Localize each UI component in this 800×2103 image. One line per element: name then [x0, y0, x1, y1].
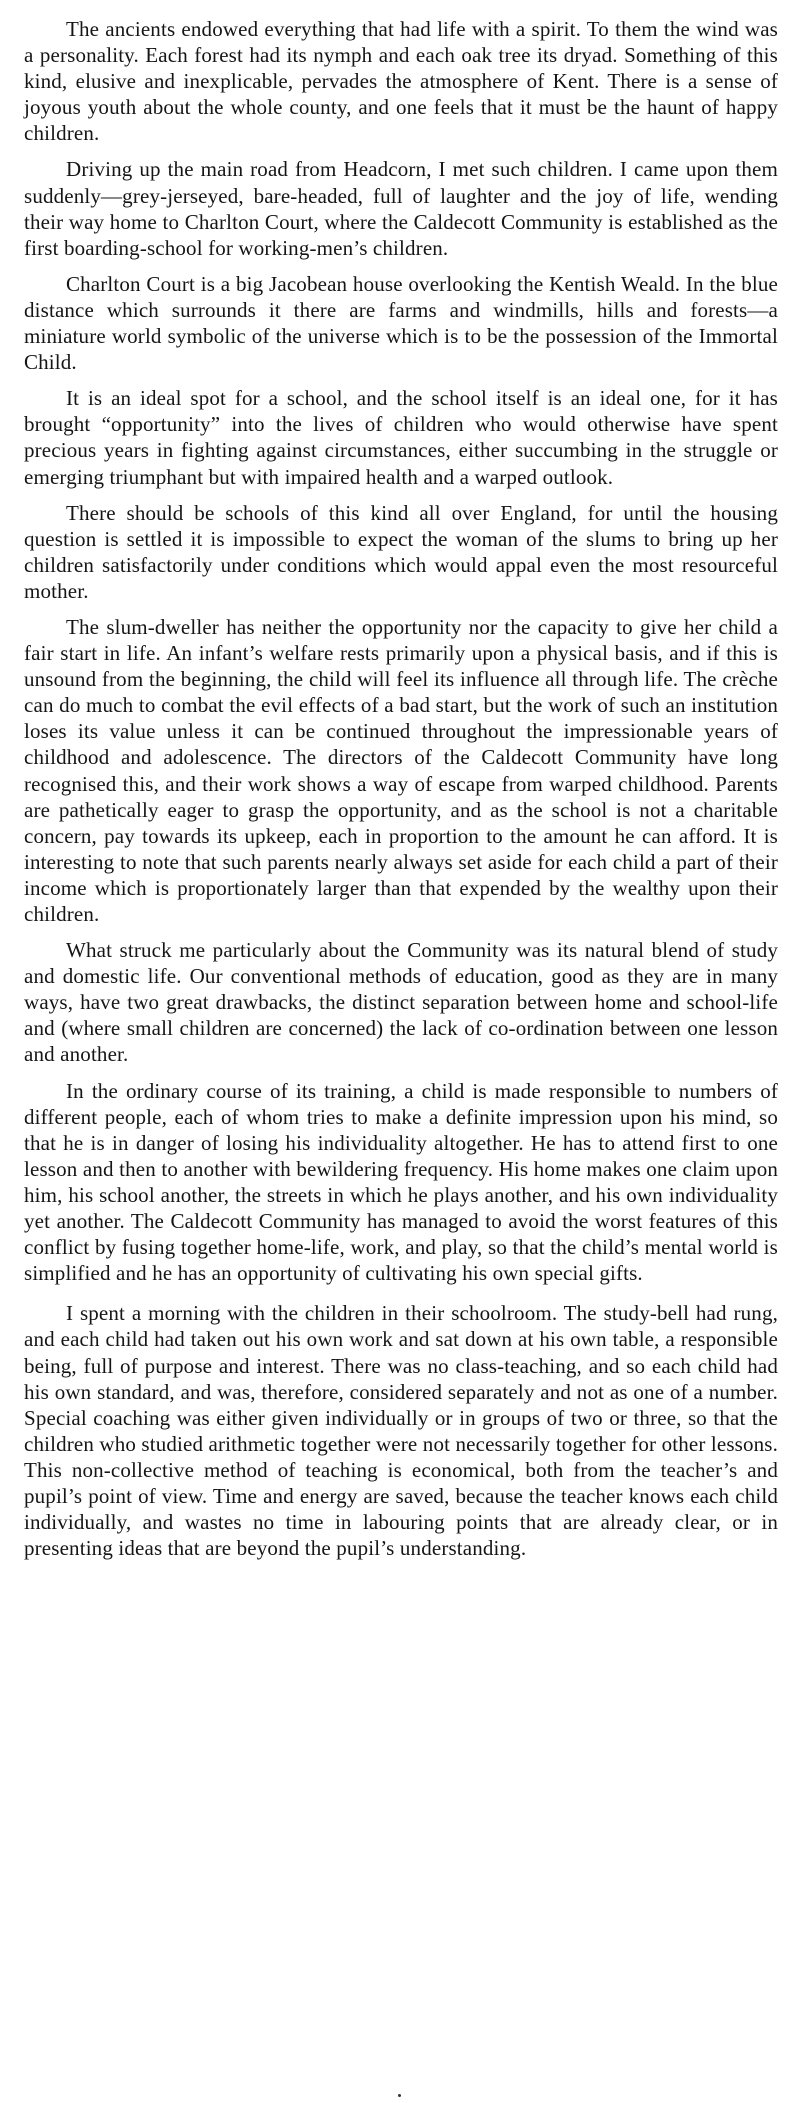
page-mark — [398, 2094, 401, 2097]
paragraph-3: Charlton Court is a big Jacobean house overlooking the Kentish Weald. In the blue distance which surrounds it there are farms and windmills, hills and forests—a miniature world symbolic of the universe which is to be the possession of the Immortal Child. — [24, 271, 778, 375]
paragraph-9: I spent a morning with the children in their schoolroom. The study-bell had rung, and each child had taken out his own work and sat down at his own table, a responsible being, full of purpose and interest. There was no class-teaching, and so each child had his own standard, and was, therefore, considered separately and not as one of a number. Special coaching was either given individually or in groups of two or three, so that the children who studied arithmetic together were not necessarily together for other lessons. This non-collective method of teaching is economical, both from the teacher’s and pupil’s point of view. Time and energy are saved, because the teacher knows each child individually, and wastes no time in labouring points that are already clear, or in presenting ideas that are beyond the pupil’s understanding. — [24, 1301, 778, 1561]
paragraph-7: What struck me particularly about the Community was its natural blend of study and domestic life. Our conventional methods of education, good as they are in many ways, have two great drawbacks, the distinct separation between home and school-life and (where small children are concerned) the lack of co-ordination between one lesson and another. — [24, 938, 778, 1067]
paragraph-1: The ancients endowed everything that had life with a spirit. To them the wind was a personality. Each forest had its nymph and each oak tree its dryad. Something of this kind, elusive and inexplicable, pervades the atmosphere of Kent. There is a sense of joyous youth about the whole county, and one feels that it must be the haunt of happy children. — [24, 17, 778, 146]
article-body — [24, 16, 778, 1571]
paragraph-8: In the ordinary course of its training, a child is made responsible to numbers of different people, each of whom tries to make a definite impression upon his mind, so that he is in danger of losing his individuality altogether. He has to attend first to one lesson and then to another with bewildering frequency. His home makes one claim upon him, his school another, the streets in which he plays another, and his own individuality yet another. The Caldecott Community has managed to avoid the worst features of this conflict by fusing together home-life, work, and play, so that the child’s mental world is simplified and he has an opportunity of cultivating his own special gifts. — [24, 1078, 778, 1286]
paragraph-2: Driving up the main road from Headcorn, I met such children. I came upon them suddenly—grey-jerseyed, bare-headed, full of laughter and the joy of life, wending their way home to Charlton Court, where the Caldecott Community is established as the first boarding-school for working-men’s children. — [24, 157, 778, 260]
paragraph-5: There should be schools of this kind all over England, for until the housing question is settled it is impossible to expect the woman of the slums to bring up her children satisfactorily under conditions which would appal even the most resourceful mother. — [24, 500, 778, 603]
paragraph-4: It is an ideal spot for a school, and the school itself is an ideal one, for it has brought “opportunity” into the lives of children who would otherwise have spent precious years in fighting against circumstances, either succumbing in the struggle or emerging triumphant but with impaired health and a warped outlook. — [24, 386, 778, 489]
paragraph-6: The slum-dweller has neither the opportunity nor the capacity to give her child a fair start in life. An infant’s welfare rests primarily upon a physical basis, and if this is unsound from the beginning, the child will feel its influence all through life. The crèche can do much to combat the evil effects of a bad start, but the work of such an institution loses its value unless it can be continued throughout the impressionable years of childhood and adolescence. The directors of the Caldecott Community have long recognised this, and their work shows a way of escape from warped childhood. Parents are pathetically eager to grasp the opportunity, and as the school is not a charitable concern, pay towards its upkeep, each in proportion to the amount he can afford. It is interesting to note that such parents nearly always set aside for each child a part of their income which is proportionately larger than that expended by the wealthy upon their children. — [24, 614, 778, 926]
